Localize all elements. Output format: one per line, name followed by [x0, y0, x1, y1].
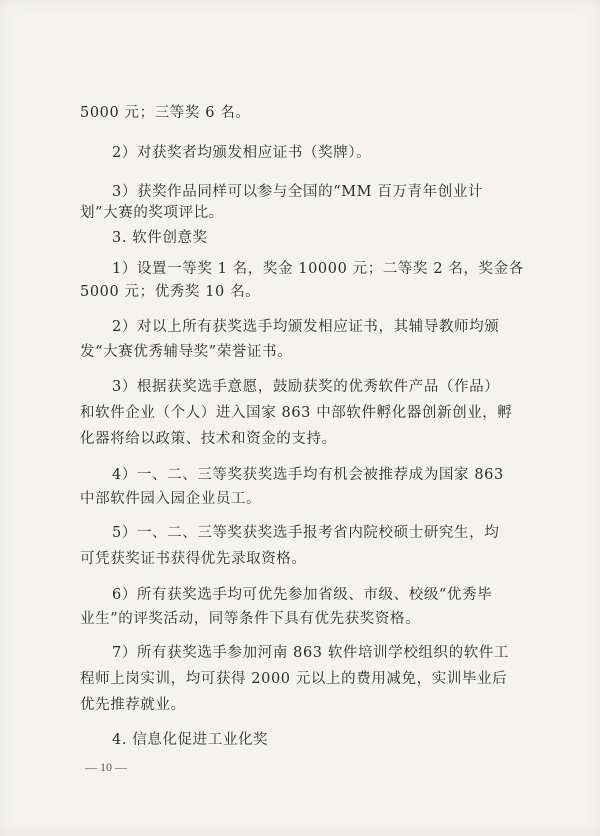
- paragraph-line: 和软件企业（个人）进入国家 863 中部软件孵化器创新创业，孵: [80, 405, 513, 421]
- paragraph-line: 划”大赛的奖项评比。: [80, 205, 224, 221]
- paragraph-line: 可凭获奖证书获得优先录取资格。: [80, 551, 307, 567]
- paragraph-line: 化器将给以政策、技术和资金的支持。: [80, 431, 337, 447]
- paragraph-line: 4）一、二、三等奖获奖选手均有机会被推荐成为国家 863: [112, 467, 504, 483]
- paragraph-line: 3）根据获奖选手意愿，鼓励获奖的优秀软件产品（作品）: [112, 379, 500, 395]
- paragraph-line: 3）获奖作品同样可以参与全国的“MM 百万青年创业计: [112, 184, 484, 200]
- section-heading: 3. 软件创意奖: [112, 230, 208, 246]
- paragraph-line: 6）所有获奖选手均可优先参加省级、市级、校级“优秀毕: [112, 587, 493, 603]
- paragraph-line: 1）设置一等奖 1 名，奖金 10000 元；二等奖 2 名，奖金各: [112, 261, 524, 277]
- paragraph-line: 5000 元；三等奖 6 名。: [80, 105, 251, 121]
- paragraph-line: 2）对以上所有获奖选手均颁发相应证书，其辅导教师均颁: [112, 319, 500, 335]
- page-number: — 10 —: [85, 760, 127, 774]
- paragraph-line: 5000 元；优秀奖 10 名。: [80, 284, 261, 300]
- paragraph-line: 优先推荐就业。: [80, 697, 186, 713]
- paragraph-line: 程师上岗实训，均可获得 2000 元以上的费用减免，实训毕业后: [80, 671, 508, 687]
- section-heading: 4. 信息化促进工业化奖: [112, 732, 269, 748]
- paragraph-line: 2）对获奖者均颁发相应证书（奖牌）。: [112, 145, 372, 161]
- paragraph-line: 5）一、二、三等奖获奖选手报考省内院校硕士研究生，均: [112, 525, 500, 541]
- paragraph-line: 7）所有获奖选手参加河南 863 软件培训学校组织的软件工: [112, 645, 510, 661]
- paragraph-line: 中部软件园入园企业员工。: [80, 491, 262, 507]
- paragraph-line: 业生”的评奖活动，同等条件下具有优先获奖资格。: [80, 611, 421, 627]
- paragraph-line: 发“大赛优秀辅导奖”荣誉证书。: [80, 344, 293, 360]
